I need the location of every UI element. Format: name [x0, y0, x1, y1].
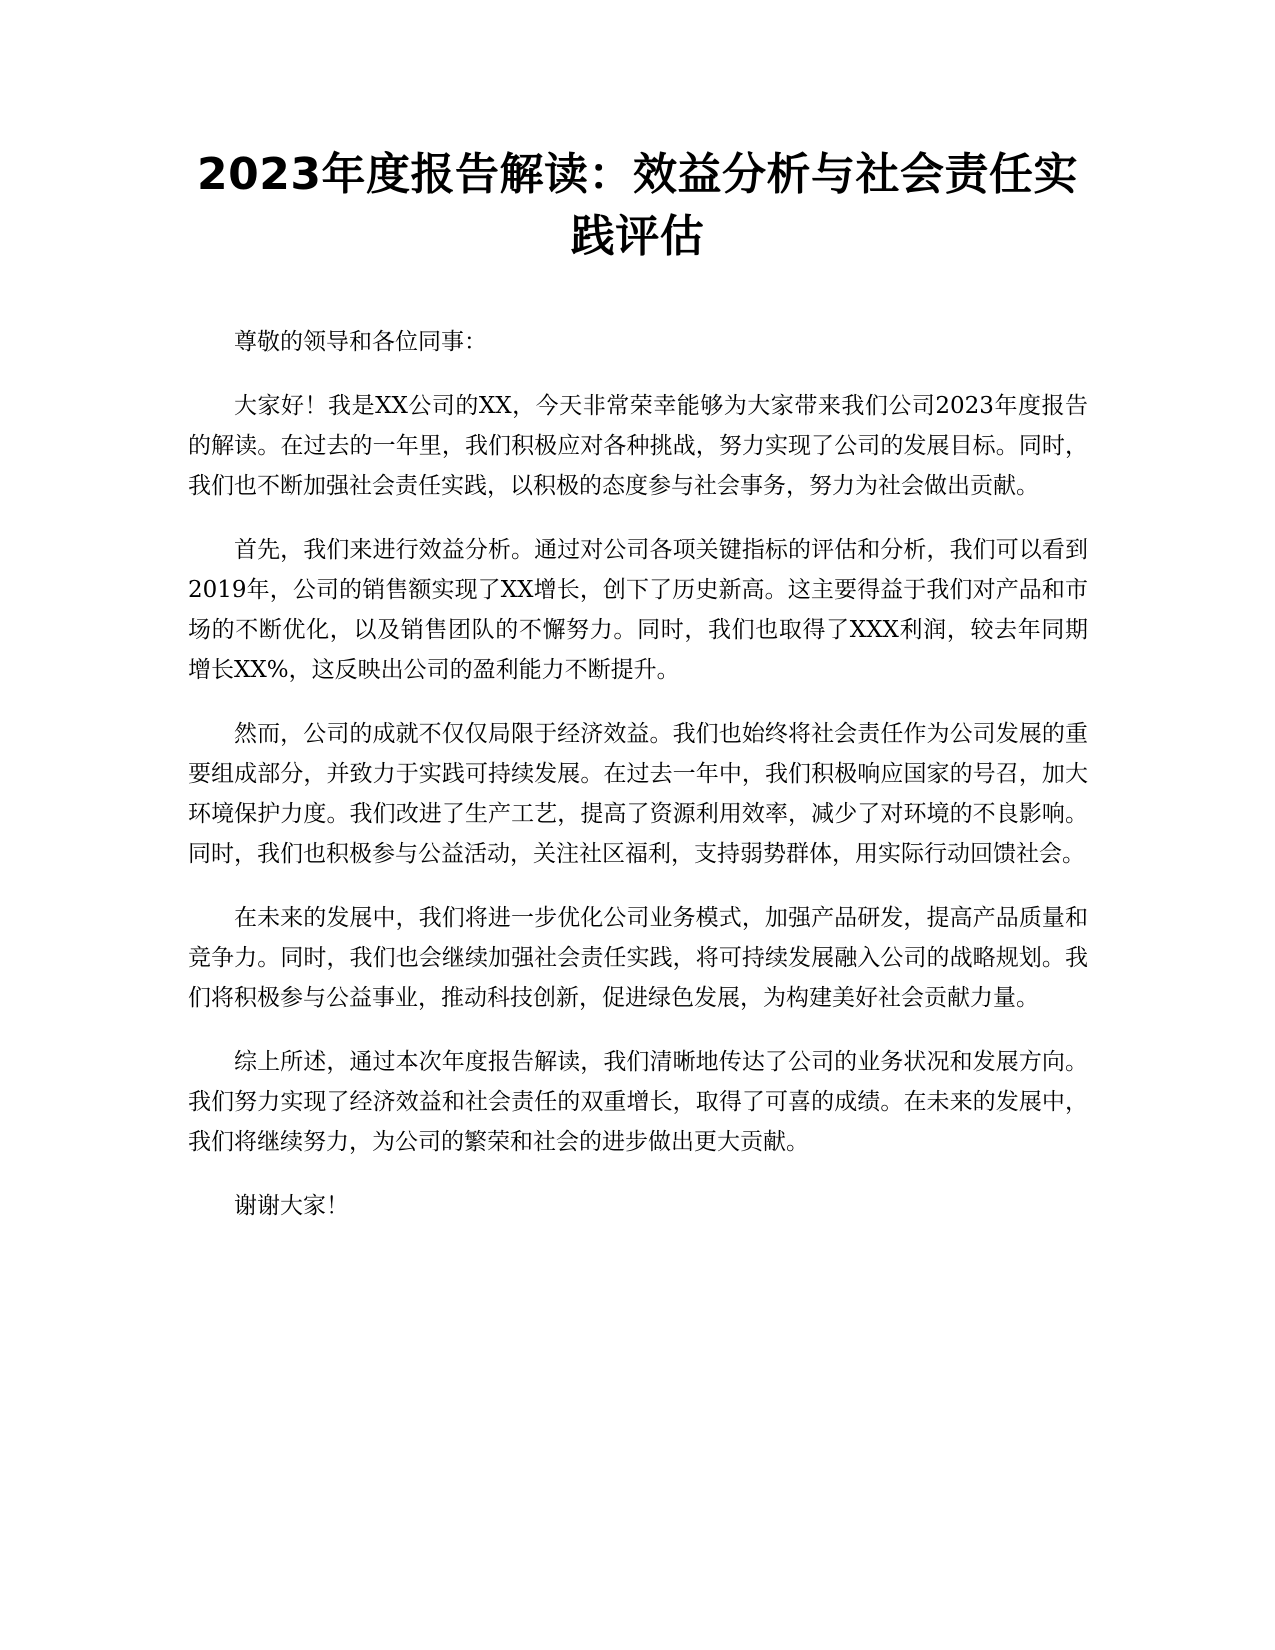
- document-title: 2023年度报告解读：效益分析与社会责任实践评估: [197, 149, 1078, 262]
- summary-paragraph: 综上所述，通过本次年度报告解读，我们清晰地传达了公司的业务状况和发展方向。我们努力实现了经济效益和社会责任的双重增长，取得了可喜的成绩。在未来的发展中，我们将继续努力，为公司的繁荣和社会的进步做出更大贡献。: [188, 1049, 1088, 1155]
- future-development-paragraph: 在未来的发展中，我们将进一步优化公司业务模式，加强产品研发，提高产品质量和竞争力。同时，我们也会继续加强社会责任实践，将可持续发展融入公司的战略规划。我们将积极参与公益事业，推动科技创新，促进绿色发展，为构建美好社会贡献力量。: [188, 905, 1088, 1011]
- greeting-paragraph: 尊敬的领导和各位同事：: [234, 329, 487, 355]
- closing-paragraph: 谢谢大家！: [234, 1193, 349, 1219]
- benefit-analysis-paragraph: 首先，我们来进行效益分析。通过对公司各项关键指标的评估和分析，我们可以看到2019年，公司的销售额实现了XX增长，创下了历史新高。这主要得益于我们对产品和市场的不断优化，以及销售团队的不懈努力。同时，我们也取得了XXX利润，较去年同期增长XX%，这反映出公司的盈利能力不断提升。: [188, 537, 1088, 683]
- document-body: [188, 322, 1088, 1250]
- intro-paragraph: 大家好！我是XX公司的XX，今天非常荣幸能够为大家带来我们公司2023年度报告的解读。在过去的一年里，我们积极应对各种挑战，努力实现了公司的发展目标。同时，我们也不断加强社会责任实践，以积极的态度参与社会事务，努力为社会做出贡献。: [188, 393, 1088, 499]
- social-responsibility-paragraph: 然而，公司的成就不仅仅局限于经济效益。我们也始终将社会责任作为公司发展的重要组成部分，并致力于实践可持续发展。在过去一年中，我们积极响应国家的号召，加大环境保护力度。我们改进了生产工艺，提高了资源利用效率，减少了对环境的不良影响。同时，我们也积极参与公益活动，关注社区福利，支持弱势群体，用实际行动回馈社会。: [188, 721, 1088, 867]
